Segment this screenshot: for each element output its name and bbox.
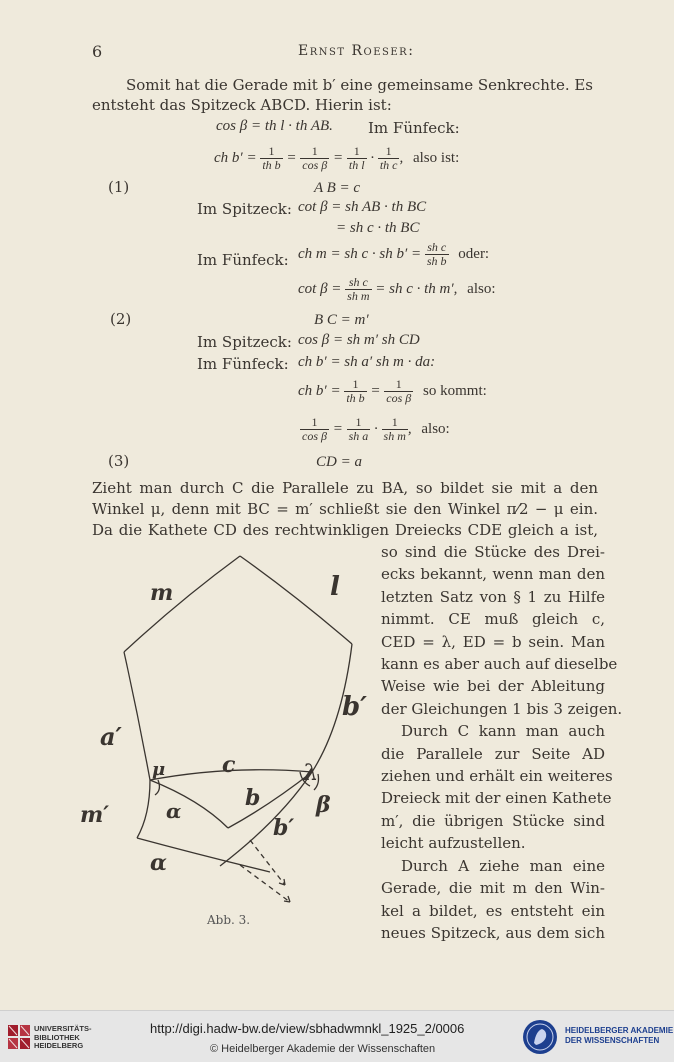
line-b bbox=[228, 772, 312, 828]
eq-cot-beta-1: cot β = sh AB · th BC bbox=[298, 199, 427, 215]
eq-cos-beta-3: cos β = sh m′ sh CD bbox=[298, 332, 420, 348]
university-library-name: UNIVERSITÄTS- BIBLIOTHEK HEIDELBERG bbox=[34, 1024, 92, 1050]
paragraph-line-3: Da die Kathete CD des rechtwinkligen Dreiecks CDE gleich a ist, bbox=[92, 521, 598, 539]
line-alpha bbox=[150, 780, 228, 828]
running-title: Ernst Roeser: bbox=[298, 43, 415, 59]
intro-line-2: entsteht das Spitzeck ABCD. Hierin ist: bbox=[92, 96, 392, 114]
wrap-line: ziehen und erhält ein weiteres bbox=[381, 767, 613, 786]
figure-caption: Abb. 3. bbox=[207, 913, 251, 927]
eq-cosb-line: $\frac{1}{\text{cos β}}$ = $\frac{1}{\text{sh a}}$ · $\frac{1}{\text{sh m}}$ , also: bbox=[302, 415, 450, 444]
label-fuenfeck-2: Im Fünfeck: bbox=[197, 251, 289, 269]
eq-cd-a: CD = a bbox=[316, 454, 362, 470]
text-also-2: also: bbox=[421, 421, 450, 437]
wrap-line: kann es aber auch auf dieselbe bbox=[381, 655, 618, 674]
footer-bar bbox=[0, 1010, 674, 1062]
wrapped-text-column bbox=[381, 541, 623, 944]
fig-label-b-prime-2: b′ bbox=[273, 815, 295, 841]
frac-11: $\frac{1}{\text{sh m}}$ bbox=[383, 415, 406, 444]
label-spitzeck-3: Im Spitzeck: bbox=[197, 333, 292, 351]
fig-label-a-prime: a′ bbox=[100, 722, 122, 751]
fig-label-beta: β bbox=[316, 792, 331, 818]
frac-1: $\frac{1}{\text{th b}}$ bbox=[262, 144, 281, 173]
intro-line-1: Somit hat die Gerade mit b′ eine gemeinsame Senkrechte. Es bbox=[126, 76, 594, 94]
fig-label-alpha: α bbox=[166, 799, 182, 823]
fig-label-m-prime: m′ bbox=[80, 802, 110, 828]
arc-a-prime bbox=[124, 652, 150, 780]
eq-chb-3: ch b′ = sh a′ sh m · da: bbox=[298, 354, 436, 370]
eq-chb2-line: ch b′ = $\frac{1}{\text{th b}}$ = $\frac{1}{\text{cos β}}$ so kommt: bbox=[298, 377, 487, 406]
arc-m bbox=[124, 556, 240, 652]
academy-seal-icon bbox=[522, 1019, 558, 1055]
label-im-fuenfeck: Im Fünfeck: bbox=[368, 119, 460, 137]
fig-label-lambda: λ bbox=[303, 760, 319, 786]
wrap-line: der Gleichungen 1 bis 3 zeigen. bbox=[381, 699, 623, 718]
wrap-line: ecks bekannt, wenn man den bbox=[381, 565, 605, 584]
fig-label-l: l bbox=[330, 572, 340, 602]
eq-bc-m: B C = m′ bbox=[314, 312, 369, 328]
page-number: 6 bbox=[92, 42, 103, 61]
eq-ab-c: A B = c bbox=[314, 180, 361, 196]
eq-number-2: (2) bbox=[110, 310, 132, 328]
text-also-1: also: bbox=[467, 281, 496, 297]
frac-6: $\frac{\text{sh c}}{\text{sh m}}$ bbox=[347, 275, 370, 304]
frac-8: $\frac{1}{\text{cos β}}$ bbox=[386, 377, 412, 406]
academy-name: HEIDELBERGER AKADEMIE DER WISSENSCHAFTEN bbox=[565, 1026, 674, 1045]
dashed-ray-1 bbox=[250, 840, 285, 885]
wrap-line: leicht aufzustellen. bbox=[381, 834, 526, 853]
frac-7: $\frac{1}{\text{th b}}$ bbox=[346, 377, 365, 406]
paragraph-line-1: Zieht man durch C die Parallele zu BA, so bildet sie mit a den bbox=[92, 479, 598, 497]
fig-label-m: m bbox=[150, 580, 174, 606]
text-so-kommt: so kommt: bbox=[423, 383, 487, 399]
eq-chm-line: ch m = sh c · sh b′ = $\frac{\text{sh c}}{\text{sh b}}$ oder: bbox=[298, 240, 490, 269]
copyright-notice: © Heidelberger Akademie der Wissenschaften bbox=[210, 1043, 436, 1055]
frac-9: $\frac{1}{\text{cos β}}$ bbox=[302, 415, 327, 444]
wrap-line: m′, die übrigen Stücke sind bbox=[381, 811, 605, 830]
wrap-line: letzten Satz von § 1 zu Hilfe bbox=[381, 587, 605, 606]
eq-chb-line: ch b′ = $\frac{1}{\text{th b}}$ = $\frac{1}{\text{cos β}}$ = $\frac{1}{\text{th l}}$ · $\frac{1}{\text{th c}}$ , also ist: bbox=[214, 144, 460, 173]
fig-label-c: c bbox=[222, 752, 236, 778]
frac-3: $\frac{1}{\text{th l}}$ bbox=[348, 144, 365, 173]
wrap-line: CED = λ, ED = b sein. Man bbox=[381, 632, 605, 651]
fig-label-b: b bbox=[245, 785, 261, 811]
fig-label-mu: μ bbox=[152, 759, 166, 780]
paragraph-line-2: Winkel μ, denn mit BC = m′ schließt sie den Winkel π⁄2 − μ ein. bbox=[92, 500, 598, 518]
wrap-line: Weise wie bei der Ableitung bbox=[381, 677, 605, 696]
wrap-line: kel a bildet, es entsteht ein bbox=[381, 901, 605, 920]
arrow-1 bbox=[279, 879, 285, 885]
wrap-line: Durch C kann man auch bbox=[401, 722, 605, 741]
frac-2: $\frac{1}{\text{cos β}}$ bbox=[302, 144, 328, 173]
label-spitzeck-1: Im Spitzeck: bbox=[197, 200, 292, 218]
arc-m-prime bbox=[137, 780, 150, 838]
frac-5: $\frac{\text{sh c}}{\text{sh b}}$ bbox=[426, 240, 447, 269]
eq-cot-beta-1-cont: = sh c · th BC bbox=[336, 220, 420, 236]
university-library-logo-icon bbox=[6, 1023, 32, 1051]
line-b-prime-inner bbox=[220, 772, 312, 866]
eq-cos-beta: cos β = th l · th AB. bbox=[216, 118, 333, 134]
text-also-ist: also ist: bbox=[412, 150, 460, 166]
label-fuenfeck-3: Im Fünfeck: bbox=[197, 355, 289, 373]
eq-chb-lhs: ch b′ = bbox=[214, 150, 257, 166]
permalink-url[interactable]: http://digi.hadw-bw.de/view/sbhadwmnkl_1925_2/0006 bbox=[150, 1021, 465, 1036]
wrap-line: Durch A ziehe man eine bbox=[401, 856, 605, 875]
fig-label-alpha-2: α bbox=[150, 850, 167, 876]
frac-10: $\frac{1}{\text{sh a}}$ bbox=[348, 415, 369, 444]
wrap-line: so sind die Stücke des Drei- bbox=[381, 543, 605, 561]
frac-4: $\frac{1}{\text{th c}}$ bbox=[379, 144, 398, 173]
eq-number-3: (3) bbox=[108, 452, 130, 470]
fig-label-b-prime: b′ bbox=[342, 692, 368, 722]
wrap-line: neues Spitzeck, aus dem sich bbox=[381, 923, 605, 942]
wrap-line: Dreieck mit der einen Kathete bbox=[381, 789, 612, 808]
eq-number-1: (1) bbox=[108, 178, 130, 196]
eq-cot-line: cot β = $\frac{\text{sh c}}{\text{sh m}}$ = sh c · th m′, also: bbox=[298, 275, 496, 304]
wrap-line: Gerade, die mit m den Win- bbox=[381, 879, 605, 898]
figure-abb-3 bbox=[80, 540, 380, 920]
text-oder: oder: bbox=[458, 246, 490, 262]
wrap-line: die Parallele zur Seite AD bbox=[381, 744, 605, 763]
wrap-line: nimmt. CE muß gleich c, bbox=[381, 610, 605, 629]
